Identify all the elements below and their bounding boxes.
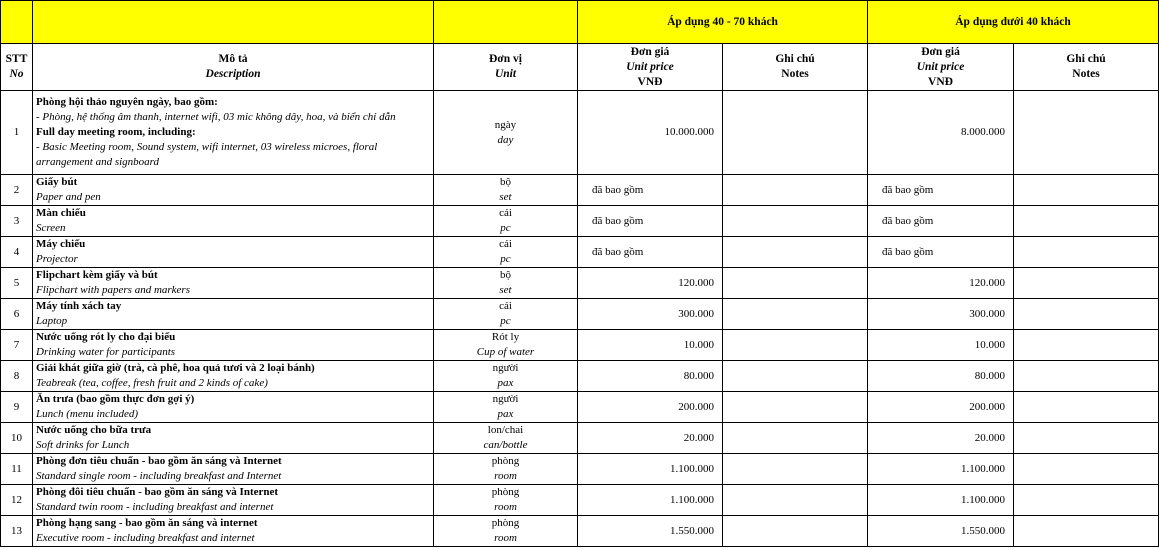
row-number: 2 — [1, 175, 33, 206]
row-unit — [434, 268, 578, 299]
col-header-stt-vi: STT — [5, 53, 28, 65]
row-notes-under-40 — [1014, 299, 1159, 330]
row-title-vi: Phòng đôi tiêu chuẩn - bao gồm ăn sáng và Internet — [36, 486, 279, 498]
row-notes-40-70 — [723, 361, 868, 392]
row-unit-en: room — [494, 470, 517, 482]
row-price-under-40: đã bao gồm — [868, 206, 1014, 237]
row-title-en: Lunch (menu included) — [36, 408, 139, 420]
col-header-price-2 — [868, 44, 1014, 91]
header-blank-cell — [33, 1, 434, 44]
row-title-en: Soft drinks for Lunch — [36, 439, 130, 451]
row-unit-en: pax — [497, 377, 514, 389]
col-header-price-vi: Đơn giá — [630, 45, 670, 58]
row-number: 9 — [1, 392, 33, 423]
row-unit-en: Cup of water — [476, 346, 535, 358]
row-price-40-70: đã bao gồm — [578, 237, 723, 268]
row-description — [33, 91, 434, 175]
row-price-40-70: 10.000 — [578, 330, 723, 361]
row-notes-under-40 — [1014, 268, 1159, 299]
row-notes-40-70 — [723, 423, 868, 454]
row-unit-vi: phòng — [491, 486, 520, 498]
row-price-40-70: 200.000 — [578, 392, 723, 423]
row-unit-vi: ngày — [494, 118, 517, 131]
header-blank-cell — [434, 1, 578, 44]
table-row — [1, 423, 1159, 454]
row-price-under-40: 1.100.000 — [868, 454, 1014, 485]
row-unit — [434, 237, 578, 268]
row-description — [33, 206, 434, 237]
row-unit — [434, 516, 578, 547]
row-number: 4 — [1, 237, 33, 268]
row-notes-40-70 — [723, 175, 868, 206]
row-unit-en: set — [499, 191, 512, 203]
table-row — [1, 206, 1159, 237]
row-description — [33, 237, 434, 268]
group-header-row — [1, 1, 1159, 44]
row-notes-40-70 — [723, 330, 868, 361]
row-title-en: Standard single room - including breakfast and Internet — [36, 470, 282, 482]
col-header-price-vi: Đơn giá — [921, 45, 960, 58]
row-title-vi: Phòng hạng sang - bao gồm ăn sáng và internet — [36, 517, 258, 529]
row-unit — [434, 206, 578, 237]
row-notes-40-70 — [723, 206, 868, 237]
col-header-description — [33, 44, 434, 91]
row-title-en: Laptop — [36, 315, 68, 327]
row-title-en: Screen — [36, 222, 66, 234]
row-price-40-70: 300.000 — [578, 299, 723, 330]
row-title-vi: Flipchart kèm giấy và bút — [36, 269, 158, 281]
col-header-notes-en: Notes — [781, 68, 809, 80]
row-title-vi: Máy tính xách tay — [36, 300, 122, 312]
row-title-en: Standard twin room - including breakfast and internet — [36, 501, 274, 513]
col-header-price-en: Unit price — [626, 60, 674, 73]
col-header-notes-en: Notes — [1072, 68, 1100, 80]
col-header-notes-vi: Ghi chú — [775, 53, 815, 65]
row-detail-en: - Basic Meeting room, Sound system, wifi internet, 03 wireless microes, floral arrangement and signboard — [36, 141, 378, 168]
table-row — [1, 330, 1159, 361]
col-header-price-1 — [578, 44, 723, 91]
row-price-40-70: đã bao gồm — [578, 206, 723, 237]
row-notes-under-40 — [1014, 91, 1159, 175]
table-row — [1, 175, 1159, 206]
table-row — [1, 299, 1159, 330]
row-notes-40-70 — [723, 516, 868, 547]
row-title-en: Executive room - including breakfast and internet — [36, 532, 255, 544]
row-number: 11 — [1, 454, 33, 485]
row-unit-en: day — [497, 133, 514, 146]
row-notes-under-40 — [1014, 175, 1159, 206]
row-number: 6 — [1, 299, 33, 330]
row-notes-under-40 — [1014, 516, 1159, 547]
table-row — [1, 361, 1159, 392]
col-header-notes-vi: Ghi chú — [1066, 53, 1106, 65]
row-title-vi: Giải khát giữa giờ (trà, cà phê, hoa quả tươi và 2 loại bánh) — [36, 362, 315, 374]
row-unit-vi: người — [492, 393, 519, 405]
row-notes-40-70 — [723, 392, 868, 423]
table-row — [1, 454, 1159, 485]
row-price-40-70: 80.000 — [578, 361, 723, 392]
row-description — [33, 485, 434, 516]
row-notes-under-40 — [1014, 361, 1159, 392]
col-header-unit-en: Unit — [494, 68, 517, 80]
col-header-price-currency: VNĐ — [928, 75, 953, 88]
row-unit-en: room — [494, 501, 517, 513]
row-description — [33, 268, 434, 299]
row-price-40-70: 20.000 — [578, 423, 723, 454]
row-description — [33, 516, 434, 547]
col-header-price-en: Unit price — [916, 60, 965, 73]
row-price-under-40: đã bao gồm — [868, 237, 1014, 268]
row-title-vi: Màn chiếu — [36, 207, 86, 219]
row-unit-vi: cái — [499, 207, 512, 219]
row-price-40-70: 10.000.000 — [578, 91, 723, 175]
row-notes-40-70 — [723, 299, 868, 330]
row-notes-under-40 — [1014, 206, 1159, 237]
row-title-vi: Nước uống rót ly cho đại biểu — [36, 331, 176, 343]
row-unit-vi: bộ — [500, 269, 511, 281]
col-header-desc-vi: Mô tả — [218, 53, 248, 65]
col-header-unit-vi: Đơn vị — [489, 53, 522, 65]
row-unit — [434, 91, 578, 175]
row-description — [33, 392, 434, 423]
row-number: 12 — [1, 485, 33, 516]
row-price-40-70: 1.100.000 — [578, 454, 723, 485]
row-unit-en: pc — [500, 253, 511, 265]
row-title-vi: Máy chiếu — [36, 238, 86, 250]
row-number: 10 — [1, 423, 33, 454]
row-price-under-40: 1.550.000 — [868, 516, 1014, 547]
col-header-notes-2 — [1014, 44, 1159, 91]
row-price-under-40: 120.000 — [868, 268, 1014, 299]
row-price-40-70: 120.000 — [578, 268, 723, 299]
row-notes-under-40 — [1014, 454, 1159, 485]
row-price-under-40: đã bao gồm — [868, 175, 1014, 206]
row-unit — [434, 361, 578, 392]
row-unit — [434, 299, 578, 330]
row-title-en: Projector — [36, 253, 78, 265]
row-title-en-bold: Full day meeting room, including: — [36, 126, 196, 138]
row-price-40-70: 1.550.000 — [578, 516, 723, 547]
row-title-en: Drinking water for participants — [36, 346, 176, 358]
group-header-40-70: Áp dụng 40 - 70 khách — [578, 1, 868, 44]
row-unit-en: pc — [500, 315, 511, 327]
row-unit-vi: lon/chai — [487, 424, 524, 436]
row-title-en: Flipchart with papers and markers — [36, 284, 190, 296]
col-header-stt-en: No — [9, 68, 24, 80]
row-unit-en: can/bottle — [483, 439, 528, 451]
row-title-en: Paper and pen — [36, 191, 101, 203]
row-unit — [434, 175, 578, 206]
row-price-under-40: 10.000 — [868, 330, 1014, 361]
row-unit-vi: người — [492, 362, 519, 374]
col-header-stt — [1, 44, 33, 91]
col-header-unit — [434, 44, 578, 91]
row-unit-en: set — [499, 284, 512, 296]
row-unit — [434, 330, 578, 361]
row-price-under-40: 80.000 — [868, 361, 1014, 392]
row-unit — [434, 423, 578, 454]
row-number: 7 — [1, 330, 33, 361]
row-number: 5 — [1, 268, 33, 299]
row-unit-vi: bộ — [500, 176, 511, 188]
row-unit-vi: Rót ly — [491, 331, 520, 343]
row-unit-en: room — [494, 532, 517, 544]
row-unit — [434, 454, 578, 485]
row-price-40-70: đã bao gồm — [578, 175, 723, 206]
row-number: 8 — [1, 361, 33, 392]
row-unit — [434, 392, 578, 423]
table-row — [1, 485, 1159, 516]
table-row — [1, 237, 1159, 268]
row-title-vi: Phòng hội thảo nguyên ngày, bao gồm: — [36, 96, 218, 108]
header-blank-cell — [1, 1, 33, 44]
row-notes-under-40 — [1014, 392, 1159, 423]
row-description — [33, 361, 434, 392]
col-header-desc-en: Description — [205, 68, 261, 80]
row-description — [33, 423, 434, 454]
group-header-under-40: Áp dụng dưới 40 khách — [868, 1, 1159, 44]
row-notes-40-70 — [723, 91, 868, 175]
row-number: 1 — [1, 91, 33, 175]
row-unit-en: pax — [497, 408, 514, 420]
row-title-vi: Nước uống cho bữa trưa — [36, 424, 152, 436]
column-header-row — [1, 44, 1159, 91]
row-price-under-40: 1.100.000 — [868, 485, 1014, 516]
row-title-vi: Giấy bút — [36, 176, 78, 188]
table-row — [1, 91, 1159, 175]
table-row — [1, 392, 1159, 423]
table-row — [1, 268, 1159, 299]
row-notes-under-40 — [1014, 237, 1159, 268]
row-unit-vi: cái — [499, 238, 512, 250]
row-unit-vi: phòng — [491, 517, 520, 529]
row-notes-under-40 — [1014, 330, 1159, 361]
row-description — [33, 175, 434, 206]
col-header-price-currency: VNĐ — [637, 75, 663, 88]
row-title-vi: Phòng đơn tiêu chuẩn - bao gồm ăn sáng và Internet — [36, 455, 282, 467]
row-unit-vi: phòng — [491, 455, 520, 467]
row-price-under-40: 200.000 — [868, 392, 1014, 423]
row-price-under-40: 20.000 — [868, 423, 1014, 454]
row-title-en: Teabreak (tea, coffee, fresh fruit and 2 kinds of cake) — [36, 377, 268, 389]
row-notes-under-40 — [1014, 423, 1159, 454]
row-notes-under-40 — [1014, 485, 1159, 516]
row-title-vi: Ăn trưa (bao gồm thực đơn gợi ý) — [36, 393, 195, 405]
row-unit-en: pc — [500, 222, 511, 234]
row-number: 3 — [1, 206, 33, 237]
row-notes-40-70 — [723, 268, 868, 299]
row-unit — [434, 485, 578, 516]
row-description — [33, 330, 434, 361]
row-unit-vi: cái — [499, 300, 512, 312]
row-price-under-40: 300.000 — [868, 299, 1014, 330]
table-row — [1, 516, 1159, 547]
row-notes-40-70 — [723, 454, 868, 485]
row-description — [33, 454, 434, 485]
row-number: 13 — [1, 516, 33, 547]
row-description — [33, 299, 434, 330]
row-notes-40-70 — [723, 237, 868, 268]
col-header-notes-1 — [723, 44, 868, 91]
row-notes-40-70 — [723, 485, 868, 516]
row-price-under-40: 8.000.000 — [868, 91, 1014, 175]
row-price-40-70: 1.100.000 — [578, 485, 723, 516]
row-detail-vi: - Phòng, hệ thống âm thanh, internet wifi, 03 mic không dây, hoa, và biển chỉ dẫn — [36, 111, 396, 123]
